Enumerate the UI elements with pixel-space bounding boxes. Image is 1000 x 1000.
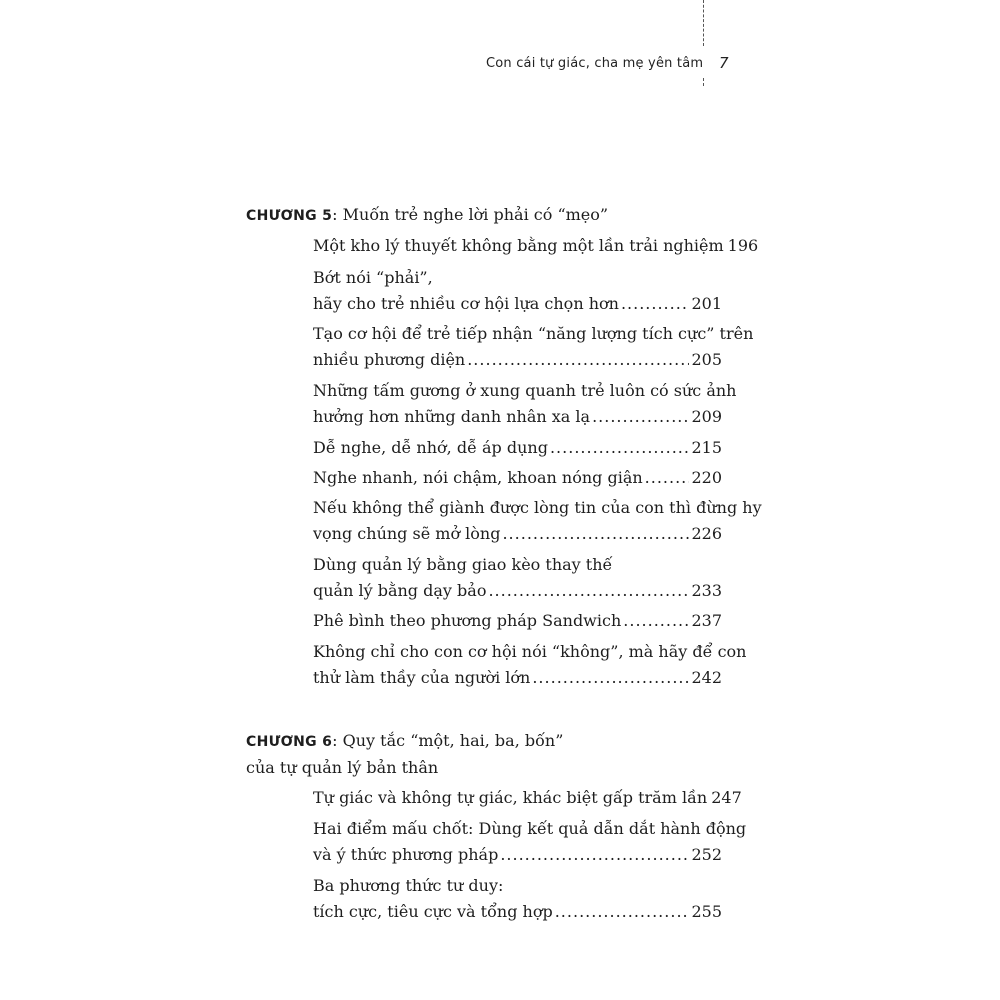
toc-entry-title: Nếu không thể giành được lòng tin của con thì đừng hy [313,498,762,517]
dot-leader [621,296,690,312]
toc-entry-title: thử làm thầy của người lớn [313,668,531,687]
toc-entry-title: Tạo cơ hội để trẻ tiếp nhận “năng lượng tích cực” trên [313,324,754,343]
toc-entry-title: Tự giác và không tự giác, khác biệt gấp trăm lần [313,788,708,807]
toc-page-number: 247 [711,788,742,807]
toc-entry-line[interactable] [313,878,722,894]
toc-entry-title: và ý thức phương pháp [313,845,499,864]
toc-entry-line[interactable] [313,498,762,517]
toc-entry-title: Ba phương thức tư duy: [313,876,504,895]
toc-page-number: 237 [691,611,722,630]
toc-entry[interactable] [313,847,722,863]
toc-entry[interactable] [313,352,722,368]
toc-entry-title: vọng chúng sẽ mở lòng [313,524,501,543]
chapter-title: Quy tắc “một, hai, ba, bốn” [342,731,564,750]
toc-entry-title: Những tấm gương ở xung quanh trẻ luôn có sức ảnh [313,381,737,400]
toc-page-number: 205 [691,350,722,369]
toc-entry[interactable] [313,904,722,920]
toc-page-number: 209 [691,407,722,426]
toc-entry-line[interactable] [313,819,747,838]
chapter-label: CHƯƠNG 5 [246,208,333,224]
chapter-title-continuation: của tự quản lý bản thân [246,758,439,777]
dot-leader [645,470,690,486]
dot-leader [592,409,689,425]
toc-entry[interactable] [313,670,722,686]
toc-entry[interactable] [313,409,722,425]
toc-entry[interactable] [313,613,722,629]
toc-entry-title: Hai điểm mấu chốt: Dùng kết quả dẫn dắt hành động [313,819,747,838]
toc-entry[interactable] [313,236,759,255]
toc-entry[interactable] [313,470,722,486]
toc-entry[interactable] [313,296,722,312]
toc-entry[interactable] [313,583,722,599]
toc-page-number: 201 [691,294,722,313]
toc-entry-title: hãy cho trẻ nhiều cơ hội lựa chọn hơn [313,294,619,313]
toc-entry-line[interactable] [313,270,722,286]
toc-page-number: 226 [691,524,722,543]
toc-page-number: 255 [691,902,722,921]
toc-entry-line[interactable] [313,381,737,400]
chapter-title: Muốn trẻ nghe lời phải có “mẹo” [342,205,609,224]
toc-page-number: 242 [691,668,722,687]
toc-entry-line[interactable] [313,324,754,343]
dot-leader [555,904,690,920]
toc-entry-title: Dùng quản lý bằng giao kèo thay thế [313,555,613,574]
dot-leader [488,583,689,599]
toc-entry-title: Một kho lý thuyết không bằng một lần trải nghiệm [313,236,724,255]
chapter-heading [246,733,563,749]
dot-leader [500,847,689,863]
toc-page-number: 196 [727,236,759,255]
dot-leader [502,526,689,542]
toc-entry-title: nhiều phương diện [313,350,466,369]
dot-leader [623,613,689,629]
toc-entry-title: tích cực, tiêu cực và tổng hợp [313,902,553,921]
toc-entry-title: Nghe nhanh, nói chậm, khoan nóng giận [313,468,643,487]
toc-entry-title: Phê bình theo phương pháp Sandwich [313,611,622,630]
toc-entry-line[interactable] [313,642,747,661]
dot-leader [467,352,689,368]
chapter-separator: : [332,731,343,750]
toc-entry-title: quản lý bằng dạy bảo [313,581,487,600]
toc-page-number: 215 [691,438,722,457]
chapter-separator: : [332,205,343,224]
toc-entry[interactable] [313,440,722,456]
toc-page-number: 252 [691,845,722,864]
toc-page-number: 233 [691,581,722,600]
chapter-label: CHƯƠNG 6 [246,734,333,750]
toc-entry-line[interactable] [313,557,722,573]
toc-entry-title: Không chỉ cho con cơ hội nói “không”, mà hãy để con [313,642,747,661]
toc-entry-title: Dễ nghe, dễ nhớ, dễ áp dụng [313,438,548,457]
toc-entry-title: hưởng hơn những danh nhân xa lạ [313,407,591,426]
chapter-heading [246,207,608,223]
toc-entry-title: Bớt nói “phải”, [313,268,433,287]
dot-leader [532,670,689,686]
toc-entry[interactable] [313,526,722,542]
running-title: Con cái tự giác, cha mẹ yên tâm [486,56,704,71]
dot-leader [550,440,689,456]
page-number: 7 [719,54,729,72]
toc-entry[interactable] [313,788,742,807]
toc-page-number: 220 [691,468,722,487]
